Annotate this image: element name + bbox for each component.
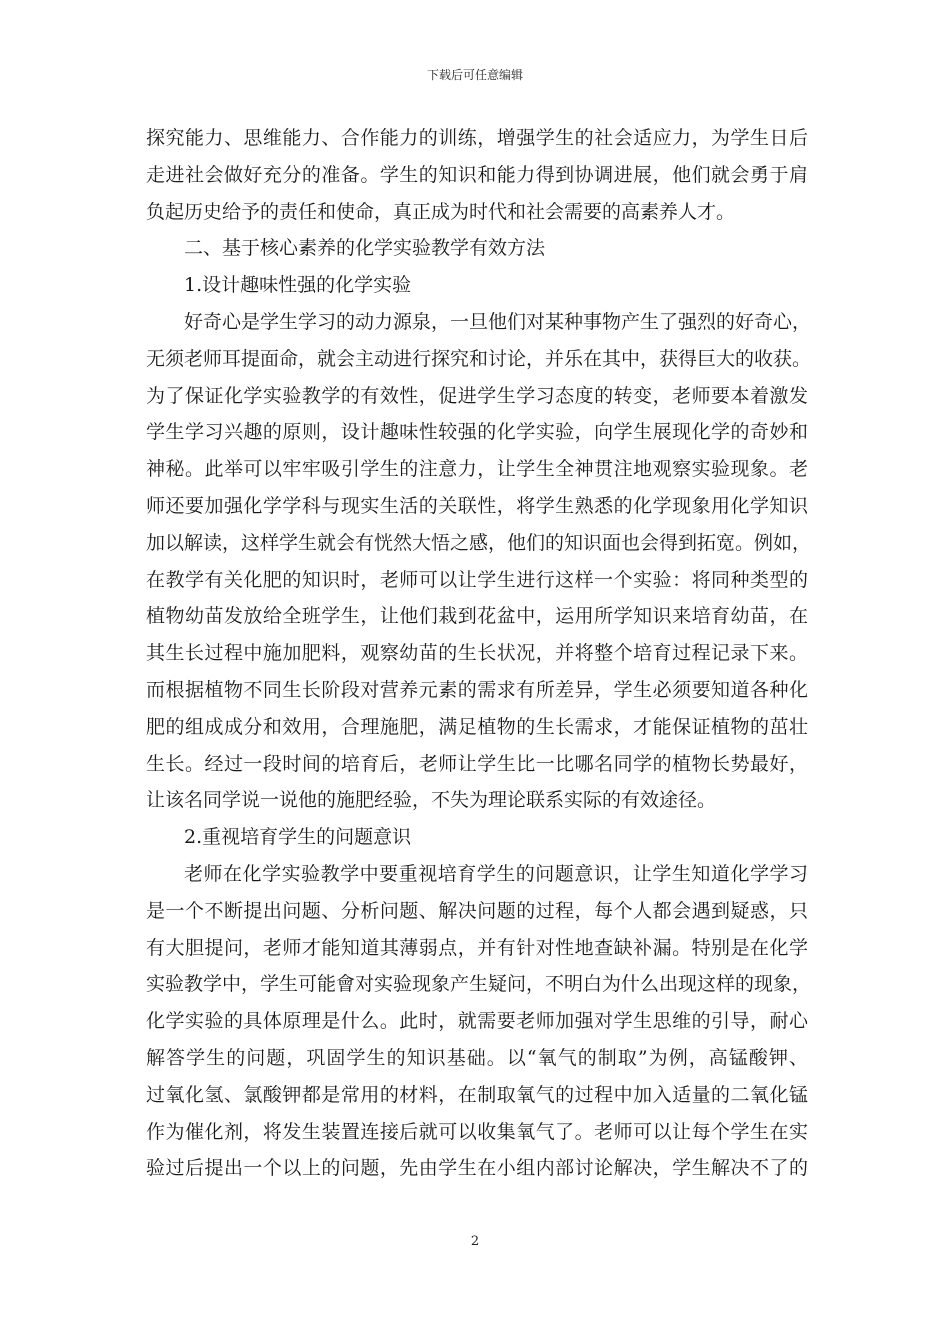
text-line: 是一个不断提出问题、分析问题、解决问题的过程，每个人都会遇到疑惑，只	[146, 899, 808, 922]
text-line: 而根据植物不同生长阶段对营养元素的需求有所差异，学生必须要知道各种化	[146, 678, 808, 701]
text-line: 学生学习兴趣的原则，设计趣味性较强的化学实验，向学生展现化学的奇妙和	[146, 421, 808, 444]
text-line: 解答学生的问题，巩固学生的知识基础。以“氧气的制取”为例，高锰酸钾、	[146, 1046, 808, 1069]
text-line: 好奇心是学生学习的动力源泉，一旦他们对某种事物产生了强烈的好奇心，	[184, 310, 812, 333]
text-line: 加以解读，这样学生就会有恍然大悟之感，他们的知识面也会得到拓宽。例如，	[146, 531, 812, 554]
page-number: 2	[470, 1234, 480, 1249]
text-line: 生长。经过一段时间的培育后，老师让学生比一比哪名同学的植物长势最好，	[146, 752, 808, 775]
section-heading: 1.设计趣味性强的化学实验	[184, 274, 412, 297]
text-line: 验过后提出一个以上的问题，先由学生在小组内部讨论解决，学生解决不了的	[146, 1157, 808, 1180]
text-line: 老师在化学实验教学中要重视培育学生的问题意识，让学生知道化学学习	[184, 862, 808, 885]
text-line: 作为催化剂，将发生装置连接后就可以收集氧气了。老师可以让每个学生在实	[146, 1120, 808, 1143]
text-line: 为了保证化学实验教学的有效性，促进学生学习态度的转变，老师要本着激发	[146, 384, 808, 407]
document-body	[146, 120, 812, 1187]
section-heading: 2.重视培育学生的问题意识	[184, 826, 412, 849]
page-header: 下载后可任意编辑	[426, 68, 523, 82]
text-line: 有大胆提问，老师才能知道其薄弱点，并有针对性地查缺补漏。特别是在化学	[146, 936, 808, 959]
text-line: 师还要加强化学学科与现实生活的关联性，将学生熟悉的化学现象用化学知识	[146, 494, 808, 517]
text-line: 过氧化氢、氯酸钾都是常用的材料，在制取氧气的过程中加入适量的二氧化锰	[146, 1083, 808, 1106]
text-line: 无须老师耳提面命，就会主动进行探究和讨论，并乐在其中，获得巨大的收获。	[146, 347, 812, 370]
text-line: 在教学有关化肥的知识时，老师可以让学生进行这样一个实验：将同种类型的	[146, 568, 808, 591]
section-heading: 二、基于核心素养的化学实验教学有效方法	[184, 237, 546, 260]
text-line: 化学实验的具体原理是什么。此时，就需要老师加强对学生思维的引导，耐心	[146, 1010, 808, 1033]
text-line: 神秘。此举可以牢牢吸引学生的注意力，让学生全神贯注地观察实验现象。老	[146, 458, 808, 481]
text-line: 探究能力、思维能力、合作能力的训练，增强学生的社会适应力，为学生日后	[146, 127, 808, 149]
text-line: 实验教学中，学生可能會对实验现象产生疑问，不明白为什么出现这样的现象，	[146, 973, 812, 996]
text-line: 肥的组成成分和效用，合理施肥，满足植物的生长需求，才能保证植物的茁壮	[146, 715, 808, 738]
text-line: 让该名同学说一说他的施肥经验，不失为理论联系实际的有效途径。	[146, 789, 717, 812]
text-line: 走进社会做好充分的准备。学生的知识和能力得到协调进展，他们就会勇于肩	[146, 163, 808, 186]
text-line: 其生长过程中施加肥料，观察幼苗的生长状况，并将整个培育过程记录下来。	[146, 642, 808, 665]
text-line: 植物幼苗发放给全班学生，让他们栽到花盆中，运用所学知识来培育幼苗，在	[146, 605, 808, 628]
text-line: 负起历史给予的责任和使命，真正成为时代和社会需要的高素养人才。	[146, 200, 736, 223]
